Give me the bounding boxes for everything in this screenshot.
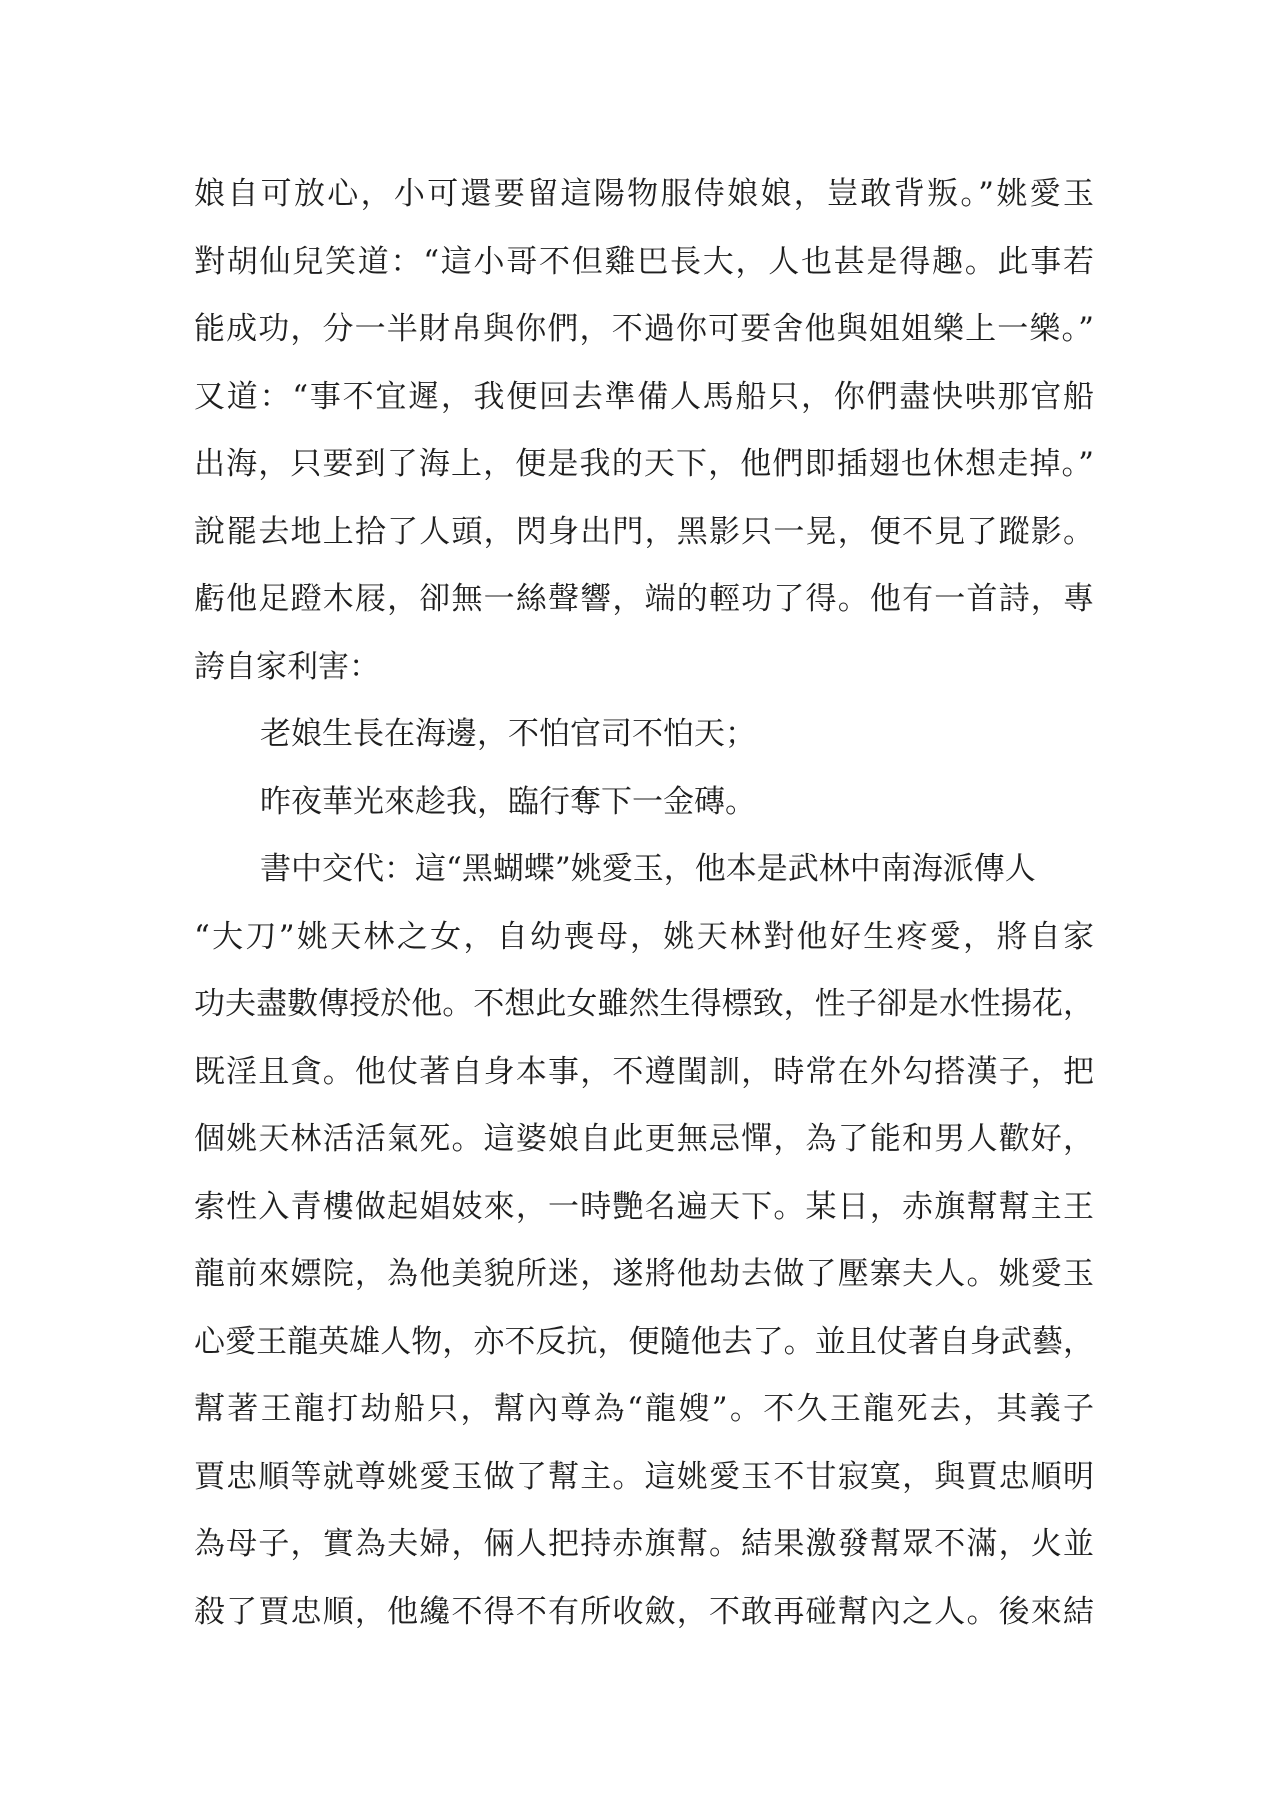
text-line: 又道：“事不宜遲，我便回去準備人馬船只，你們盡快哄那官船 [194,378,1094,415]
document-body [194,161,1094,1646]
text-line: 為母子，實為夫婦，倆人把持赤旗幫。結果激發幫眾不滿，火並 [194,1526,1094,1562]
text-line: 索性入青樓做起娼妓來，一時艷名遍天下。某日，赤旗幫幫主王 [194,1188,1094,1225]
poem-line: 老娘生長在海邊，不怕官司不怕天； [260,716,756,752]
text-line: 娘自可放心，小可還要留這陽物服侍娘娘，豈敢背叛。”姚愛玉 [194,176,1094,212]
text-line: 殺了賈忠順，他纔不得不有所收斂，不敢再碰幫內之人。後來結 [194,1593,1094,1630]
text-line: 誇自家利害： [194,648,380,685]
text-line: 賈忠順等就尊姚愛玉做了幫主。這姚愛玉不甘寂寞，與賈忠順明 [194,1458,1094,1495]
text-line: 說罷去地上拾了人頭，閃身出門，黑影只一晃，便不見了蹤影。 [194,513,1094,550]
text-line: 出海，只要到了海上，便是我的天下，他們即插翅也休想走掉。” [194,446,1094,482]
text-line: 能成功，分一半財帛與你們，不過你可要舍他與姐姐樂上一樂。” [194,311,1094,347]
text-line: 個姚天林活活氣死。這婆娘自此更無忌憚，為了能和男人歡好， [194,1121,1094,1157]
text-line: 虧他足蹬木屐，卻無一絲聲響，端的輕功了得。他有一首詩，專 [194,581,1094,617]
text-line: “大刀”姚天林之女，自幼喪母，姚天林對他好生疼愛，將自家 [194,918,1094,955]
text-line: 既淫且貪。他仗著自身本事，不遵閨訓，時常在外勾搭漢子，把 [194,1053,1094,1090]
poem-line: 昨夜華光來趁我，臨行奪下一金磚。 [260,783,756,820]
text-line: 幫著王龍打劫船只，幫內尊為“龍嫂”。不久王龍死去，其義子 [194,1391,1094,1427]
text-line: 龍前來嫖院，為他美貌所迷，遂將他劫去做了壓寨夫人。姚愛玉 [194,1256,1094,1292]
text-line: 對胡仙兒笑道：“這小哥不但雞巴長大，人也甚是得趣。此事若 [194,243,1094,280]
text-line: 功夫盡數傳授於他。不想此女雖然生得標致，性子卻是水性揚花， [194,986,1094,1022]
paragraph-first-line: 書中交代：這“黑蝴蝶”姚愛玉，他本是武林中南海派傳人 [260,851,1036,887]
text-line: 心愛王龍英雄人物，亦不反抗，便隨他去了。並且仗著自身武藝， [194,1323,1094,1360]
